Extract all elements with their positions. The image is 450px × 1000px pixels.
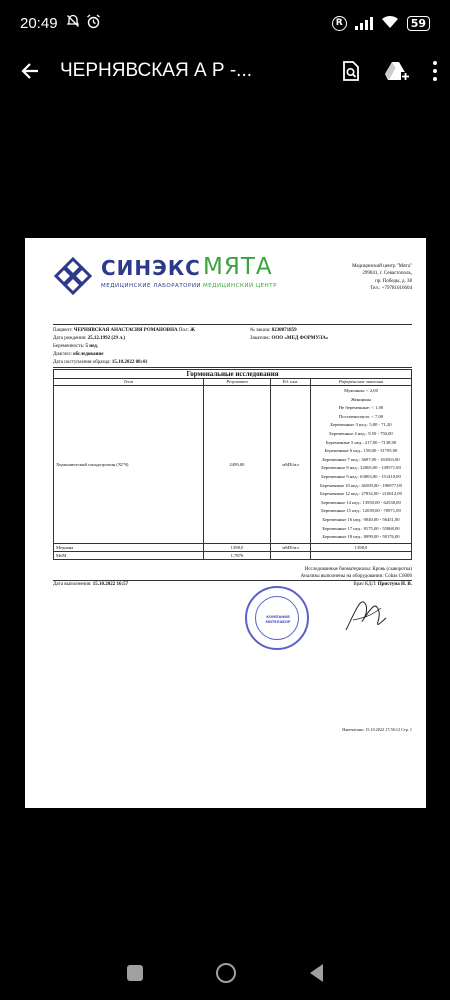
patient-line: Пациент: ЧЕРНЯВСКАЯ АНАСТАСИЯ РОМАНОВНА Пол: Ж [53, 328, 196, 333]
alarm-icon [86, 14, 101, 33]
test-name: МоМ [54, 551, 204, 559]
equipment-line: Анализы выполнены на оборудовании: Cobas C6000 [300, 574, 412, 579]
app-toolbar [0, 46, 450, 96]
printed-footer: Напечатано: 15.10.2022 17:58:12 Стр. 1 [342, 727, 412, 732]
divider [53, 580, 412, 581]
test-unit: мМЕ/мл [271, 386, 311, 544]
test-result: 2499,00 [204, 386, 271, 544]
clinic-logo [53, 256, 303, 300]
back-icon[interactable] [310, 964, 323, 982]
r-badge-icon: R [332, 16, 347, 31]
search-doc-icon[interactable] [328, 48, 374, 94]
test-name: Хорионический гонадотропин (ХГЧ) [54, 386, 204, 544]
doctor-line: Врач КДЛ: Пристуна И. В. [353, 582, 412, 587]
table-row [54, 551, 412, 559]
test-unit: мМЕ/мл [271, 543, 311, 551]
table-row [54, 386, 412, 544]
logo-mark-icon [53, 256, 93, 296]
wifi-icon [381, 15, 399, 32]
doctor-signature [341, 590, 391, 640]
col-test: Тест [54, 379, 204, 386]
status-time: 20:49 [20, 14, 58, 32]
col-reference: Референсные значения [311, 379, 412, 386]
battery-icon: 59 [407, 16, 430, 31]
do-not-disturb-icon [66, 14, 80, 32]
home-icon[interactable] [216, 963, 236, 983]
order-line: № заказа: 8230871859 [250, 328, 297, 333]
dob-line: Дата рождения: 25.12.1992 (29 л.) [53, 336, 125, 341]
signal-icon [355, 17, 373, 30]
diagnosis-line: Диагноз: обследование [53, 352, 104, 357]
address-line: Медицинский центр "Мята" [352, 264, 412, 269]
brand-name: СИНЭКС [101, 256, 201, 280]
received-line: Дата поступления образца: 15.10.2022 08:41 [53, 360, 148, 365]
test-result: 1,7876 [204, 551, 271, 559]
section-title: Гормональные исследования [53, 369, 412, 378]
seal-stamp: КОМПАНИЯ МИТЕЛАБОР [245, 586, 309, 650]
brand-name-2: МЯТА [203, 254, 273, 280]
reference-values: Мужчины: < 2,00 Женщины Не беременные: < 1,00 Постменопауза: < 7,00 Беременные 3 нед.: 5,80 - 71,20 Беременные 4 нед.: 9,50 - 750,00 Беременные 5 нед.: 217,00 - 7138,00 Беременные 6 нед.: 158,00 - 31795,00 Беременные 7 нед.: 3697,00 - 163563,00 Беременные 8 нед.: 32065,00 - 149571,00 Беременные 9 нед.: 63803,00 - 151410,00 Беременные 10 нед.: 46509,00 - 186977,00 Беременные 12 нед.: 27832,00 - 210612,00 Беременные 14 нед.: 13950,00 - 62530,00 Беременные 15 нед.: 12039,00 - 70971,00 Беременные 16 нед.: 9040,00 - 56451,00 Беременные 17 нед.: 8175,00 - 55868,00 Беременные 18 нед.: 8099,00 - 58176,00 [311, 386, 412, 544]
done-line: Дата выполнения: 15.10.2022 16:57 [53, 582, 129, 587]
divider [53, 324, 412, 325]
test-result: 1398,0 [204, 543, 271, 551]
test-name: Медиана [54, 543, 204, 551]
address-line: Тел.: +79781016604 [370, 285, 412, 291]
results-table [53, 378, 412, 560]
brand-subtitle-2: МЕДИЦИНСКИЙ ЦЕНТР [203, 283, 277, 289]
document-title: ЧЕРНЯВСКАЯ А Р -... [60, 60, 253, 81]
col-unit: Ед. изм. [271, 379, 311, 386]
brand-subtitle: МЕДИЦИНСКИЕ ЛАБОРАТОРИИ [101, 283, 202, 289]
system-nav-bar [0, 946, 450, 1000]
back-arrow-icon[interactable] [0, 46, 60, 96]
status-bar [0, 0, 450, 46]
biomaterial-line: Исследованные биоматериалы: Кровь (сыворотка) [304, 567, 412, 572]
clinic-address [302, 263, 412, 292]
col-result: Результат [204, 379, 271, 386]
recents-icon[interactable] [127, 965, 143, 981]
reference-values: 1398,0 [311, 543, 412, 551]
more-icon[interactable] [420, 61, 450, 81]
address-line: пр. Победы, д. 38 [375, 278, 412, 284]
document-page [25, 238, 426, 808]
table-row [54, 543, 412, 551]
drive-add-icon[interactable] [374, 48, 420, 94]
address-line: 299041, г. Севастополь, [362, 271, 412, 277]
customer-line: Заказчик: ООО «МЕД ФОРМУЛА» [250, 336, 329, 341]
pregnancy-line: Беременность: 5 нед. [53, 344, 99, 349]
divider [53, 367, 412, 368]
